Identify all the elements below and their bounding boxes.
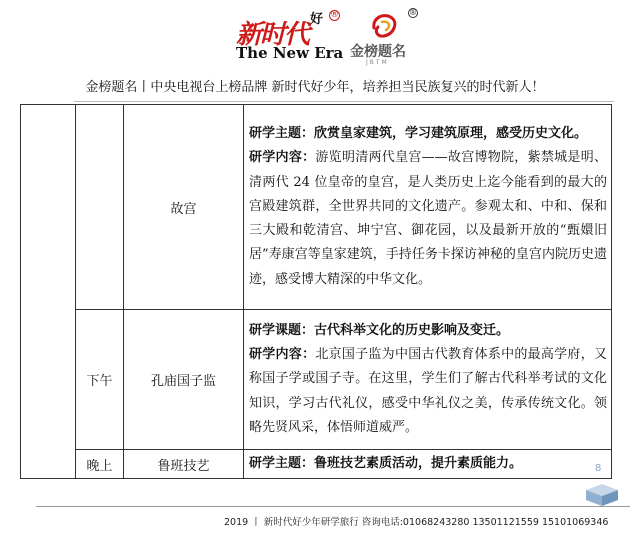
content-text: 游览明清两代皇宫——故宫博物院，紫禁城是明、清两代 24 位皇帝的皇宫，是人类历史上迄今能看到的最大的宫殿建筑群，全世界共同的文化遗产。参观太和、中和、保和三大殿和乾清宫、坤宁宫、御花园，以及最新开放的“甄嬛旧居”寿康宫等皇家建筑，手持任务卡探访神秘的皇宫内院历史遗迹，感受博大精深的中华文化。 <box>249 150 607 287</box>
new-era-logo-en: The New Era <box>236 44 344 62</box>
time-cell: 晚上 <box>76 450 124 479</box>
new-era-logo-hao: 好 <box>310 12 324 27</box>
table-row <box>21 450 612 479</box>
itinerary-table <box>20 104 612 479</box>
registered-mark-icon: ® <box>409 8 417 17</box>
site-cell: 孔庙国子监 <box>124 310 244 450</box>
theme-label: 研学课题： <box>249 322 315 338</box>
footer-divider <box>36 506 630 507</box>
registered-mark-icon: ® <box>330 10 339 20</box>
jbtm-logo-en: JBTM <box>366 59 389 66</box>
theme-line <box>249 122 607 146</box>
content-text: 北京国子监为中国古代教育体系中的最高学府，又称国子学或国子寺。在这里，学生们了解古代科举考试的文化知识，学习古代礼仪，感受中华礼仪之美，传承传统文化。领略先贤风采，体悟师道威严。 <box>249 347 607 435</box>
theme-line <box>249 452 607 476</box>
content-label: 研学内容： <box>249 150 316 166</box>
jbtm-swirl-icon <box>368 10 402 40</box>
content-label: 研学内容： <box>249 347 316 363</box>
page-number: 8 <box>595 463 602 474</box>
jbtm-logo-cn: 金榜题名 <box>350 44 406 60</box>
theme-text: 鲁班技艺素质活动，提升素质能力。 <box>314 456 523 471</box>
description-cell <box>244 310 612 450</box>
time-cell <box>76 105 124 310</box>
new-era-logo <box>236 8 348 64</box>
description-cell <box>244 105 612 310</box>
site-cell: 故宫 <box>124 105 244 310</box>
theme-label: 研学主题： <box>249 456 315 471</box>
theme-text: 古代科举文化的历史影响及变迁。 <box>314 322 510 338</box>
theme-line <box>249 319 607 343</box>
theme-label: 研学主题： <box>249 125 315 141</box>
table-row <box>21 310 612 450</box>
new-era-logo-cn: 新时代 <box>236 20 309 50</box>
slogan-divider <box>74 101 614 102</box>
description-cell <box>244 450 612 479</box>
content-paragraph <box>249 146 607 292</box>
site-cell: 鲁班技艺 <box>124 450 244 479</box>
slogan: 金榜题名丨中央电视台上榜品牌 新时代好少年，培养担当民族复兴的时代新人！ <box>85 80 545 95</box>
table-row <box>21 105 612 310</box>
footer-contact: 2019 丨 新时代好少年研学旅行 咨询电话:01068243280 13501121559 15101069346 <box>224 517 609 528</box>
book-icon <box>582 482 622 508</box>
content-paragraph <box>249 343 607 440</box>
theme-text: 欣赏皇家建筑，学习建筑原理，感受历史文化。 <box>314 125 588 141</box>
time-cell: 下午 <box>76 310 124 450</box>
period-cell <box>21 105 76 479</box>
jbtm-logo <box>350 8 420 64</box>
header-logos <box>0 0 630 72</box>
